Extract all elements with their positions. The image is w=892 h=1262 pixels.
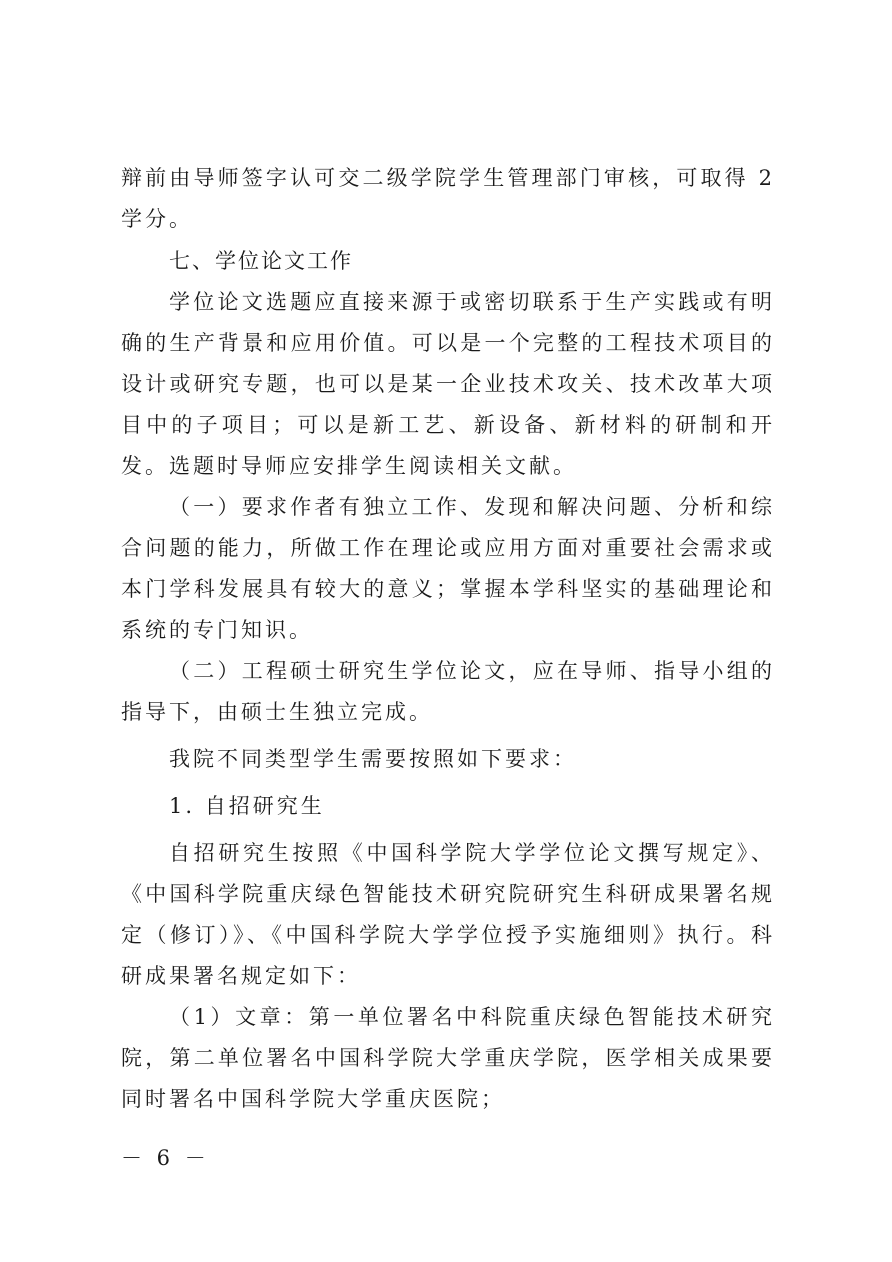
page-number: － 6 － [121,1146,210,1170]
paragraph-article-attribution: （1）文章：第一单位署名中科院重庆绿色智能技术研究院，第二单位署名中国科学院大学重庆学院，医学相关成果要同时署名中国科学院大学重庆医院； [121,1005,775,1111]
paragraph-topic-selection: 学位论文选题应直接来源于或密切联系于生产实践或有明确的生产背景和应用价值。可以是一个完整的工程技术项目的设计或研究专题，也可以是某一企业技术攻关、技术改革大项目中的子项目；可以是新工艺、新设备、新材料的研制和开发。选题时导师应安排学生阅读相关文献。 [121,290,775,478]
paragraph-requirement-1: （一）要求作者有独立工作、发现和解决问题、分析和综合问题的能力，所做工作在理论或应用方面对重要社会需求或本门学科发展具有较大的意义；掌握本学科坚实的基础理论和系统的专门知识。 [121,495,775,642]
paragraph-student-types-intro: 我院不同类型学生需要按照如下要求： [169,747,577,771]
paragraph-requirement-2: （二）工程硕士研究生学位论文，应在导师、指导小组的指导下，由硕士生独立完成。 [121,659,775,724]
paragraph-self-recruited-heading: 1. 自招研究生 [169,794,325,818]
paragraph-credit-continuation: 辩前由导师签字认可交二级学院学生管理部门审核，可取得 2 学分。 [121,166,775,231]
paragraph-self-recruited-rules: 自招研究生按照《中国科学院大学学位论文撰写规定》、《中国科学院重庆绿色智能技术研究院研究生科研成果署名规定（修订）》、《中国科学院大学学位授予实施细则》执行。科研成果署名规定如下： [121,841,775,988]
page-body [121,158,775,1120]
section-heading-thesis-work: 七、学位论文工作 [169,249,353,273]
